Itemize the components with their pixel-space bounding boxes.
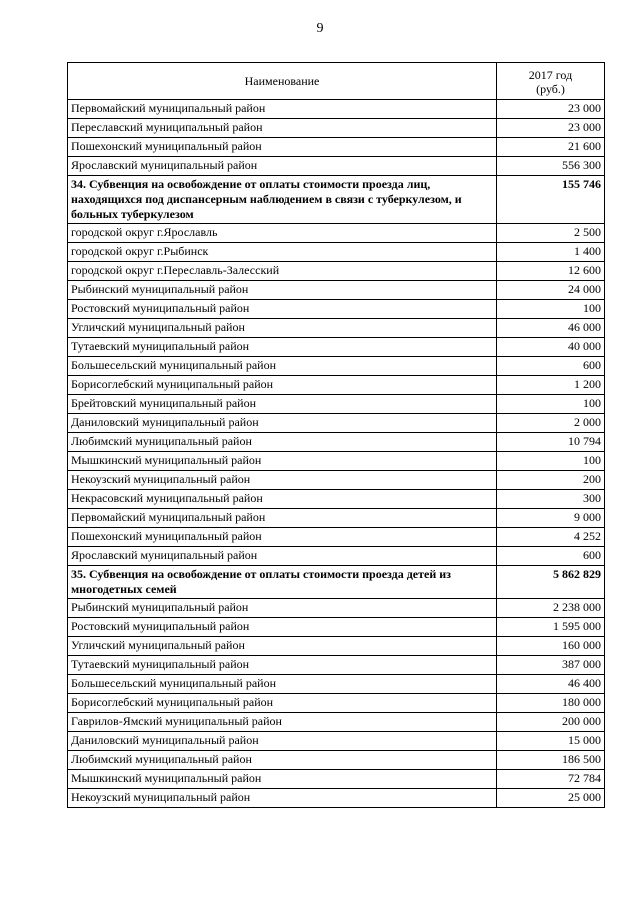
- table-row: [68, 414, 605, 433]
- amount-cell: 21 600: [497, 138, 605, 157]
- district-name-cell: Тутаевский муниципальный район: [68, 338, 497, 357]
- amount-cell: 72 784: [497, 770, 605, 789]
- amount-cell: 100: [497, 395, 605, 414]
- section-title-cell: 34. Субвенция на освобождение от оплаты стоимости проезда лиц, находящихся под диспансерным наблюдением в связи с туберкулезом, и больных туберкулезом: [68, 176, 497, 224]
- district-name-cell: Угличский муниципальный район: [68, 319, 497, 338]
- header-name-cell: Наименование: [68, 63, 497, 100]
- amount-cell: 25 000: [497, 789, 605, 808]
- amount-cell: 387 000: [497, 656, 605, 675]
- district-name-cell: Переславский муниципальный район: [68, 119, 497, 138]
- district-name-cell: Борисоглебский муниципальный район: [68, 694, 497, 713]
- amount-cell: 2 500: [497, 224, 605, 243]
- table-row: [68, 452, 605, 471]
- amount-cell: 200 000: [497, 713, 605, 732]
- table-row: [68, 281, 605, 300]
- district-name-cell: Брейтовский муниципальный район: [68, 395, 497, 414]
- table-row: [68, 262, 605, 281]
- district-name-cell: Некоузский муниципальный район: [68, 789, 497, 808]
- table-row: [68, 243, 605, 262]
- district-name-cell: городской округ г.Переславль-Залесский: [68, 262, 497, 281]
- table-row: [68, 547, 605, 566]
- district-name-cell: Тутаевский муниципальный район: [68, 656, 497, 675]
- table-body: [68, 100, 605, 808]
- amount-cell: 1 400: [497, 243, 605, 262]
- amount-cell: 9 000: [497, 509, 605, 528]
- section-row: [68, 176, 605, 224]
- district-name-cell: Ярославский муниципальный район: [68, 547, 497, 566]
- header-year: 2017 год: [528, 67, 573, 82]
- header-year-cell: [497, 63, 605, 100]
- district-name-cell: Рыбинский муниципальный район: [68, 281, 497, 300]
- table-row: [68, 376, 605, 395]
- amount-cell: 600: [497, 357, 605, 376]
- table-row: [68, 599, 605, 618]
- amount-cell: 40 000: [497, 338, 605, 357]
- table-row: [68, 490, 605, 509]
- district-name-cell: Некрасовский муниципальный район: [68, 490, 497, 509]
- district-name-cell: Рыбинский муниципальный район: [68, 599, 497, 618]
- amount-cell: 23 000: [497, 119, 605, 138]
- section-total-cell: 155 746: [497, 176, 605, 224]
- table-row: [68, 528, 605, 547]
- district-name-cell: Мышкинский муниципальный район: [68, 770, 497, 789]
- amount-cell: 15 000: [497, 732, 605, 751]
- district-name-cell: Ростовский муниципальный район: [68, 618, 497, 637]
- district-name-cell: Борисоглебский муниципальный район: [68, 376, 497, 395]
- amount-cell: 46 400: [497, 675, 605, 694]
- district-name-cell: Даниловский муниципальный район: [68, 414, 497, 433]
- table-row: [68, 224, 605, 243]
- section-title-cell: 35. Субвенция на освобождение от оплаты стоимости проезда детей из многодетных семей: [68, 566, 497, 599]
- table-header-row: [68, 63, 605, 100]
- amount-cell: 100: [497, 452, 605, 471]
- district-name-cell: Гаврилов-Ямский муниципальный район: [68, 713, 497, 732]
- header-unit: (руб.): [536, 81, 565, 96]
- amount-cell: 186 500: [497, 751, 605, 770]
- district-name-cell: городской округ г.Рыбинск: [68, 243, 497, 262]
- amount-cell: 160 000: [497, 637, 605, 656]
- district-name-cell: Угличский муниципальный район: [68, 637, 497, 656]
- district-name-cell: Первомайский муниципальный район: [68, 100, 497, 119]
- district-name-cell: Пошехонский муниципальный район: [68, 528, 497, 547]
- amount-cell: 180 000: [497, 694, 605, 713]
- section-total-cell: 5 862 829: [497, 566, 605, 599]
- amount-cell: 200: [497, 471, 605, 490]
- amount-cell: 600: [497, 547, 605, 566]
- amount-cell: 23 000: [497, 100, 605, 119]
- table-row: [68, 119, 605, 138]
- page-number: 9: [316, 21, 324, 36]
- amount-cell: 1 200: [497, 376, 605, 395]
- table-row: [68, 675, 605, 694]
- amount-cell: 2 000: [497, 414, 605, 433]
- amount-cell: 4 252: [497, 528, 605, 547]
- amount-cell: 2 238 000: [497, 599, 605, 618]
- district-name-cell: Пошехонский муниципальный район: [68, 138, 497, 157]
- table-row: [68, 319, 605, 338]
- district-name-cell: Даниловский муниципальный район: [68, 732, 497, 751]
- table-row: [68, 100, 605, 119]
- table-row: [68, 618, 605, 637]
- table-row: [68, 732, 605, 751]
- amount-cell: 1 595 000: [497, 618, 605, 637]
- table-row: [68, 694, 605, 713]
- table-row: [68, 656, 605, 675]
- district-name-cell: Мышкинский муниципальный район: [68, 452, 497, 471]
- amount-cell: 46 000: [497, 319, 605, 338]
- table-row: [68, 713, 605, 732]
- table-row: [68, 770, 605, 789]
- table-row: [68, 395, 605, 414]
- district-name-cell: Некоузский муниципальный район: [68, 471, 497, 490]
- amount-cell: 300: [497, 490, 605, 509]
- table-row: [68, 637, 605, 656]
- table-row: [68, 357, 605, 376]
- district-name-cell: Любимский муниципальный район: [68, 433, 497, 452]
- subvention-table: [67, 62, 605, 808]
- district-name-cell: городской округ г.Ярославль: [68, 224, 497, 243]
- amount-cell: 24 000: [497, 281, 605, 300]
- amount-cell: 12 600: [497, 262, 605, 281]
- section-row: [68, 566, 605, 599]
- district-name-cell: Любимский муниципальный район: [68, 751, 497, 770]
- district-name-cell: Большесельский муниципальный район: [68, 675, 497, 694]
- table-row: [68, 300, 605, 319]
- table-row: [68, 509, 605, 528]
- table-row: [68, 751, 605, 770]
- table-row: [68, 157, 605, 176]
- amount-cell: 556 300: [497, 157, 605, 176]
- amount-cell: 10 794: [497, 433, 605, 452]
- district-name-cell: Ярославский муниципальный район: [68, 157, 497, 176]
- table-row: [68, 789, 605, 808]
- table-row: [68, 138, 605, 157]
- table-row: [68, 471, 605, 490]
- amount-cell: 100: [497, 300, 605, 319]
- table-row: [68, 338, 605, 357]
- district-name-cell: Первомайский муниципальный район: [68, 509, 497, 528]
- district-name-cell: Большесельский муниципальный район: [68, 357, 497, 376]
- district-name-cell: Ростовский муниципальный район: [68, 300, 497, 319]
- table-row: [68, 433, 605, 452]
